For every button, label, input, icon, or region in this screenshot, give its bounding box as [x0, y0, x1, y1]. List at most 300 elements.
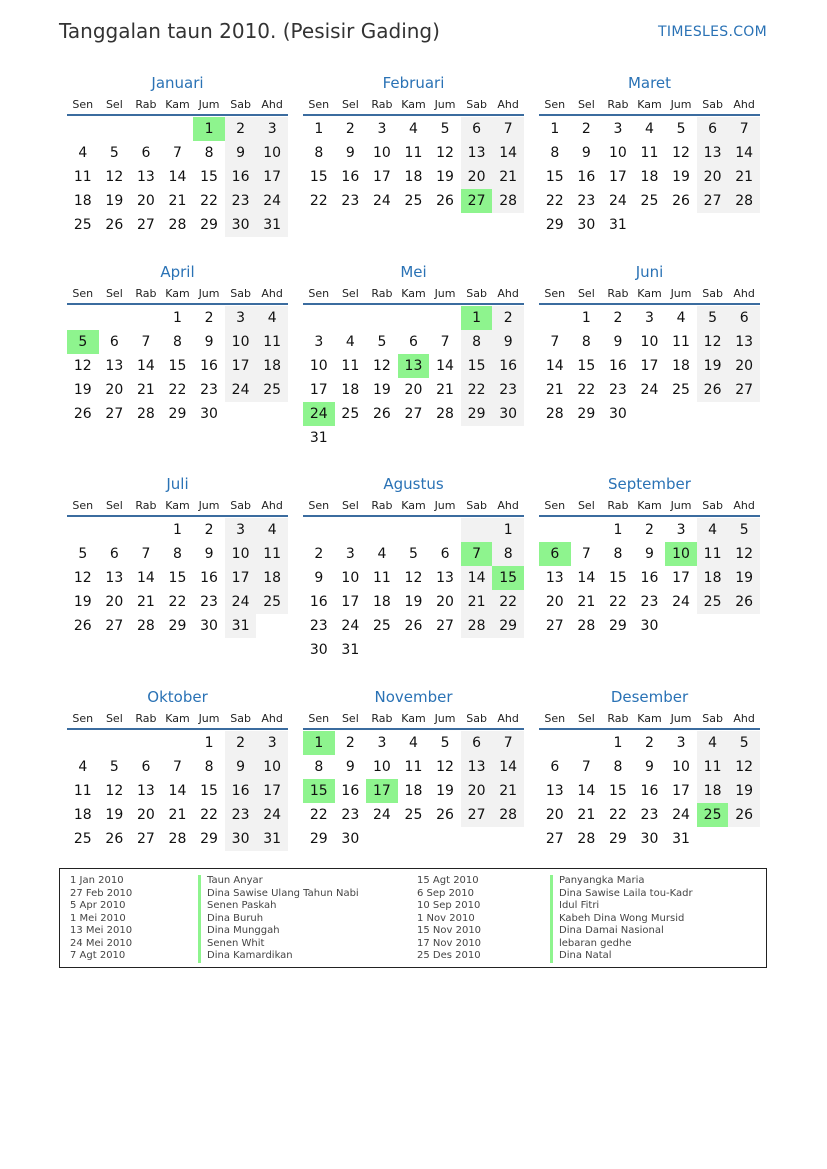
day-cell: 3 — [256, 731, 288, 755]
day-cell: 4 — [78, 759, 88, 775]
day-cell: 29 — [608, 618, 627, 634]
day-cell: 5 — [109, 759, 119, 775]
day-cell: 17 — [372, 169, 391, 185]
day-cell: 28 — [492, 803, 524, 827]
day-grid — [539, 306, 760, 426]
month-name: Agustus — [383, 475, 444, 493]
legend-holiday-name: Panyangka Maria — [550, 875, 693, 888]
day-cell: 3 — [314, 334, 324, 350]
day-cell: 4 — [697, 518, 729, 542]
day-cell: 7 — [461, 542, 493, 566]
day-cell: 3 — [256, 117, 288, 141]
day-grid — [303, 731, 524, 851]
day-grid — [539, 117, 760, 237]
weekday-label: Sel — [105, 98, 123, 111]
weekday-label: Sab — [466, 712, 487, 725]
legend-right-dates — [417, 875, 481, 963]
weekday-label: Jum — [198, 287, 220, 300]
day-cell: 4 — [409, 735, 418, 751]
day-cell: 29 — [608, 831, 627, 847]
holiday-legend — [59, 868, 767, 968]
day-cell: 8 — [550, 145, 560, 161]
day-cell: 14 — [136, 570, 155, 586]
weekday-label: Sel — [341, 712, 359, 725]
day-cell: 7 — [492, 731, 524, 755]
day-cell: 2 — [225, 117, 257, 141]
day-cell: 29 — [200, 831, 218, 847]
legend-date: 17 Nov 2010 — [417, 937, 482, 949]
day-cell: 20 — [545, 807, 564, 823]
day-cell: 8 — [204, 145, 214, 161]
day-cell: 7 — [492, 117, 524, 141]
day-cell: 6 — [141, 145, 151, 161]
weekday-header — [303, 710, 524, 730]
day-cell: 12 — [105, 783, 124, 799]
day-cell: 17 — [225, 354, 257, 378]
weekday-label: Kam — [165, 712, 190, 725]
weekday-label: Rab — [135, 287, 157, 300]
day-cell: 18 — [404, 783, 423, 799]
day-cell: 7 — [173, 145, 182, 161]
day-cell: 11 — [73, 169, 92, 185]
day-grid — [67, 117, 288, 237]
day-cell: 21 — [168, 193, 187, 209]
day-cell: 10 — [341, 570, 360, 586]
legend-date: 7 Agt 2010 — [70, 950, 126, 961]
day-cell: 26 — [728, 590, 760, 614]
empty-cell — [67, 518, 99, 542]
day-cell: 4 — [345, 334, 355, 350]
day-cell: 2 — [204, 522, 214, 538]
day-cell: 19 — [73, 382, 92, 398]
weekday-label: Jum — [198, 499, 220, 512]
day-cell: 14 — [577, 783, 596, 799]
weekday-label: Kam — [165, 98, 190, 111]
day-cell: 30 — [608, 406, 627, 422]
day-cell: 7 — [581, 546, 591, 562]
day-cell: 9 — [645, 546, 654, 562]
weekday-label: Sen — [308, 499, 330, 512]
day-cell: 12 — [728, 542, 760, 566]
day-cell: 9 — [345, 759, 355, 775]
empty-cell — [697, 213, 729, 237]
weekday-label: Kam — [165, 499, 190, 512]
day-cell: 27 — [461, 189, 493, 213]
empty-cell — [461, 426, 493, 450]
day-cell: 15 — [303, 779, 335, 803]
site-link[interactable]: TIMESLES.COM — [658, 24, 767, 40]
legend-holiday-name: Kabeh Dina Wong Mursid — [550, 913, 693, 926]
day-cell: 20 — [697, 165, 729, 189]
day-cell: 16 — [309, 594, 328, 610]
day-cell: 22 — [200, 193, 218, 209]
empty-cell — [162, 731, 194, 755]
weekday-label: Sab — [702, 499, 723, 512]
legend-date: 10 Sep 2010 — [417, 900, 481, 911]
weekday-label: Sab — [230, 712, 251, 725]
day-cell: 25 — [404, 193, 423, 209]
day-cell: 20 — [545, 594, 564, 610]
empty-cell — [303, 306, 335, 330]
day-cell: 1 — [613, 522, 623, 538]
weekday-label: Sel — [105, 712, 123, 725]
weekday-label: Sab — [466, 499, 487, 512]
empty-cell — [398, 827, 430, 851]
day-cell: 23 — [640, 594, 659, 610]
day-cell: 13 — [136, 169, 155, 185]
day-cell: 13 — [545, 570, 564, 586]
month-name: April — [160, 263, 195, 281]
weekday-label: Sen — [544, 712, 566, 725]
weekday-header — [539, 710, 760, 730]
day-cell: 24 — [256, 189, 288, 213]
day-cell: 14 — [728, 141, 760, 165]
day-cell: 27 — [105, 618, 124, 634]
weekday-label: Rab — [607, 98, 629, 111]
day-cell: 18 — [73, 807, 92, 823]
legend-holiday-name: Senen Paskah — [198, 900, 359, 913]
weekday-label: Jum — [434, 499, 456, 512]
empty-cell — [728, 827, 760, 851]
day-cell: 18 — [372, 594, 391, 610]
day-cell: 6 — [550, 759, 560, 775]
empty-cell — [571, 731, 603, 755]
day-cell: 27 — [136, 217, 155, 233]
weekday-label: Sen — [72, 499, 94, 512]
empty-cell — [461, 827, 493, 851]
empty-cell — [665, 402, 697, 426]
empty-cell — [728, 213, 760, 237]
weekday-label: Sab — [230, 98, 251, 111]
day-cell: 24 — [608, 193, 627, 209]
weekday-label: Sel — [577, 499, 595, 512]
weekday-label: Sel — [577, 712, 595, 725]
day-cell: 4 — [409, 121, 418, 137]
day-cell: 25 — [404, 807, 423, 823]
day-cell: 18 — [73, 193, 92, 209]
day-cell: 19 — [404, 594, 423, 610]
empty-cell — [665, 213, 697, 237]
legend-holiday-name: Dina Sawise Ulang Tahun Nabi — [198, 888, 359, 901]
weekday-label: Rab — [371, 499, 393, 512]
legend-date: 1 Jan 2010 — [70, 875, 124, 886]
day-cell: 9 — [492, 330, 524, 354]
day-cell: 8 — [173, 546, 182, 562]
day-cell: 21 — [545, 382, 564, 398]
empty-cell — [130, 306, 162, 330]
empty-cell — [665, 614, 697, 638]
day-cell: 28 — [492, 189, 524, 213]
month-agustus — [303, 473, 524, 662]
day-cell: 2 — [204, 310, 214, 326]
day-grid — [67, 518, 288, 638]
day-cell: 26 — [672, 193, 690, 209]
weekday-label: Rab — [607, 712, 629, 725]
day-cell: 11 — [256, 542, 288, 566]
day-cell: 13 — [697, 141, 729, 165]
day-cell: 6 — [109, 546, 119, 562]
day-cell: 5 — [377, 334, 387, 350]
day-cell: 29 — [200, 217, 218, 233]
day-cell: 21 — [492, 779, 524, 803]
day-cell: 16 — [200, 358, 218, 374]
day-cell: 5 — [109, 145, 119, 161]
weekday-label: Jum — [434, 712, 456, 725]
day-cell: 27 — [545, 618, 564, 634]
weekday-label: Rab — [371, 712, 393, 725]
day-cell: 2 — [492, 306, 524, 330]
day-cell: 20 — [136, 807, 155, 823]
empty-cell — [67, 306, 99, 330]
day-grid — [303, 306, 524, 450]
weekday-label: Jum — [670, 287, 692, 300]
day-cell: 21 — [461, 590, 493, 614]
day-cell: 7 — [440, 334, 450, 350]
day-cell: 7 — [550, 334, 560, 350]
legend-date: 15 Agt 2010 — [417, 875, 479, 886]
legend-holiday-name: Dina Natal — [550, 950, 693, 963]
day-cell: 4 — [676, 310, 686, 326]
day-cell: 29 — [545, 217, 564, 233]
day-cell: 21 — [577, 807, 596, 823]
day-cell: 16 — [225, 779, 257, 803]
day-cell: 13 — [436, 570, 454, 586]
day-cell: 12 — [73, 570, 92, 586]
month-name: Juli — [166, 475, 189, 493]
day-cell: 19 — [697, 354, 729, 378]
day-cell: 23 — [200, 382, 218, 398]
day-cell: 4 — [697, 731, 729, 755]
day-cell: 18 — [697, 566, 729, 590]
legend-holiday-name: Taun Anyar — [198, 875, 359, 888]
month-name: Maret — [627, 74, 672, 92]
day-cell: 26 — [404, 618, 423, 634]
day-cell: 1 — [613, 735, 623, 751]
month-februari — [303, 72, 524, 213]
day-cell: 3 — [645, 310, 654, 326]
legend-holiday-name: Dina Sawise Laila tou-Kadr — [550, 888, 693, 901]
day-cell: 14 — [492, 755, 524, 779]
day-cell: 25 — [73, 217, 92, 233]
day-cell: 13 — [461, 141, 493, 165]
legend-left-dates — [70, 875, 132, 963]
month-januari — [67, 72, 288, 237]
legend-holiday-name: lebaran gedhe — [550, 938, 693, 951]
day-cell: 6 — [728, 306, 760, 330]
day-cell: 16 — [200, 570, 218, 586]
day-cell: 1 — [173, 310, 182, 326]
weekday-label: Sen — [544, 98, 566, 111]
weekday-label: Sab — [466, 98, 487, 111]
day-cell: 22 — [545, 193, 564, 209]
day-cell: 18 — [256, 354, 288, 378]
day-cell: 24 — [225, 378, 257, 402]
day-cell: 23 — [577, 193, 596, 209]
day-grid — [539, 518, 760, 638]
day-cell: 25 — [697, 803, 729, 827]
day-cell: 22 — [309, 807, 328, 823]
day-cell: 5 — [728, 731, 760, 755]
day-cell: 8 — [581, 334, 591, 350]
day-cell: 23 — [608, 382, 627, 398]
legend-right-names — [550, 875, 693, 963]
day-cell: 16 — [341, 783, 360, 799]
day-cell: 29 — [461, 402, 493, 426]
day-cell: 8 — [492, 542, 524, 566]
weekday-label: Sen — [308, 98, 330, 111]
legend-holiday-name: Dina Damai Nasional — [550, 925, 693, 938]
day-cell: 17 — [640, 358, 659, 374]
day-cell: 25 — [73, 831, 92, 847]
weekday-label: Sab — [702, 98, 723, 111]
day-cell: 12 — [672, 145, 690, 161]
empty-cell — [130, 731, 162, 755]
day-cell: 22 — [492, 590, 524, 614]
weekday-label: Sel — [577, 287, 595, 300]
empty-cell — [634, 213, 666, 237]
day-cell: 8 — [461, 330, 493, 354]
day-cell: 26 — [105, 217, 124, 233]
day-cell: 9 — [204, 546, 214, 562]
weekday-label: Jum — [670, 712, 692, 725]
month-mei — [303, 261, 524, 450]
day-cell: 14 — [136, 358, 155, 374]
day-cell: 17 — [225, 566, 257, 590]
empty-cell — [398, 638, 430, 662]
day-cell: 1 — [581, 310, 591, 326]
empty-cell — [366, 426, 398, 450]
empty-cell — [492, 827, 524, 851]
day-cell: 19 — [672, 169, 690, 185]
day-cell: 2 — [345, 121, 355, 137]
day-cell: 20 — [461, 165, 493, 189]
day-cell: 10 — [372, 145, 391, 161]
day-cell: 13 — [398, 354, 430, 378]
day-cell: 11 — [672, 334, 690, 350]
day-cell: 11 — [73, 783, 92, 799]
day-cell: 11 — [640, 145, 659, 161]
empty-cell — [366, 518, 398, 542]
day-cell: 24 — [640, 382, 659, 398]
day-cell: 6 — [461, 731, 493, 755]
day-cell: 20 — [461, 779, 493, 803]
weekday-label: Rab — [135, 98, 157, 111]
day-cell: 27 — [105, 406, 124, 422]
day-cell: 27 — [461, 803, 493, 827]
weekday-label: Rab — [135, 712, 157, 725]
day-cell: 25 — [256, 590, 288, 614]
day-cell: 12 — [436, 145, 454, 161]
day-cell: 15 — [200, 169, 218, 185]
day-cell: 5 — [67, 330, 99, 354]
empty-cell — [398, 306, 430, 330]
day-cell: 30 — [492, 402, 524, 426]
day-cell: 19 — [728, 779, 760, 803]
day-cell: 19 — [73, 594, 92, 610]
day-cell: 28 — [436, 406, 454, 422]
weekday-label: Sel — [341, 98, 359, 111]
day-cell: 8 — [314, 145, 324, 161]
month-name: Februari — [382, 74, 445, 92]
day-cell: 5 — [440, 121, 450, 137]
day-cell: 26 — [697, 378, 729, 402]
day-grid — [67, 731, 288, 851]
day-cell: 14 — [492, 141, 524, 165]
day-cell: 15 — [309, 169, 328, 185]
weekday-label: Kam — [637, 287, 662, 300]
day-cell: 14 — [577, 570, 596, 586]
day-cell: 10 — [640, 334, 659, 350]
day-cell: 25 — [640, 193, 659, 209]
day-cell: 22 — [168, 594, 187, 610]
day-cell: 26 — [73, 618, 92, 634]
day-cell: 21 — [728, 165, 760, 189]
day-cell: 6 — [539, 542, 571, 566]
day-cell: 28 — [577, 618, 596, 634]
day-cell: 31 — [309, 430, 328, 446]
day-cell: 12 — [372, 358, 391, 374]
day-cell: 17 — [341, 594, 360, 610]
day-cell: 29 — [168, 618, 187, 634]
day-cell: 7 — [141, 334, 151, 350]
weekday-label: Sab — [702, 712, 723, 725]
day-cell: 31 — [341, 642, 360, 658]
day-cell: 5 — [676, 121, 686, 137]
weekday-label: Sab — [230, 499, 251, 512]
weekday-label: Jum — [198, 98, 220, 111]
day-cell: 12 — [728, 755, 760, 779]
day-cell: 23 — [640, 807, 659, 823]
day-cell: 30 — [577, 217, 596, 233]
empty-cell — [634, 402, 666, 426]
day-cell: 9 — [225, 141, 257, 165]
day-cell: 8 — [204, 759, 214, 775]
weekday-label: Ahd — [733, 287, 755, 300]
day-cell: 6 — [141, 759, 151, 775]
weekday-header — [303, 497, 524, 517]
day-cell: 15 — [492, 566, 524, 590]
day-cell: 30 — [309, 642, 328, 658]
day-cell: 27 — [404, 406, 423, 422]
day-cell: 17 — [608, 169, 627, 185]
day-cell: 9 — [613, 334, 623, 350]
day-cell: 12 — [404, 570, 423, 586]
month-oktober — [67, 686, 288, 851]
weekday-label: Ahd — [497, 712, 519, 725]
day-cell: 22 — [461, 378, 493, 402]
month-juli — [67, 473, 288, 638]
day-cell: 16 — [640, 783, 659, 799]
weekday-label: Kam — [637, 712, 662, 725]
day-cell: 10 — [256, 755, 288, 779]
empty-cell — [130, 518, 162, 542]
day-cell: 24 — [303, 402, 335, 426]
day-cell: 5 — [728, 518, 760, 542]
empty-cell — [99, 117, 131, 141]
day-cell: 9 — [225, 755, 257, 779]
month-name: Juni — [635, 263, 664, 281]
day-cell: 23 — [341, 807, 360, 823]
empty-cell — [225, 402, 257, 426]
weekday-label: Kam — [401, 712, 426, 725]
empty-cell — [728, 614, 760, 638]
month-name: Januari — [151, 74, 204, 92]
day-cell: 10 — [372, 759, 391, 775]
weekday-label: Sen — [72, 712, 94, 725]
day-cell: 30 — [225, 827, 257, 851]
day-cell: 8 — [613, 759, 623, 775]
month-name: Desember — [610, 688, 689, 706]
